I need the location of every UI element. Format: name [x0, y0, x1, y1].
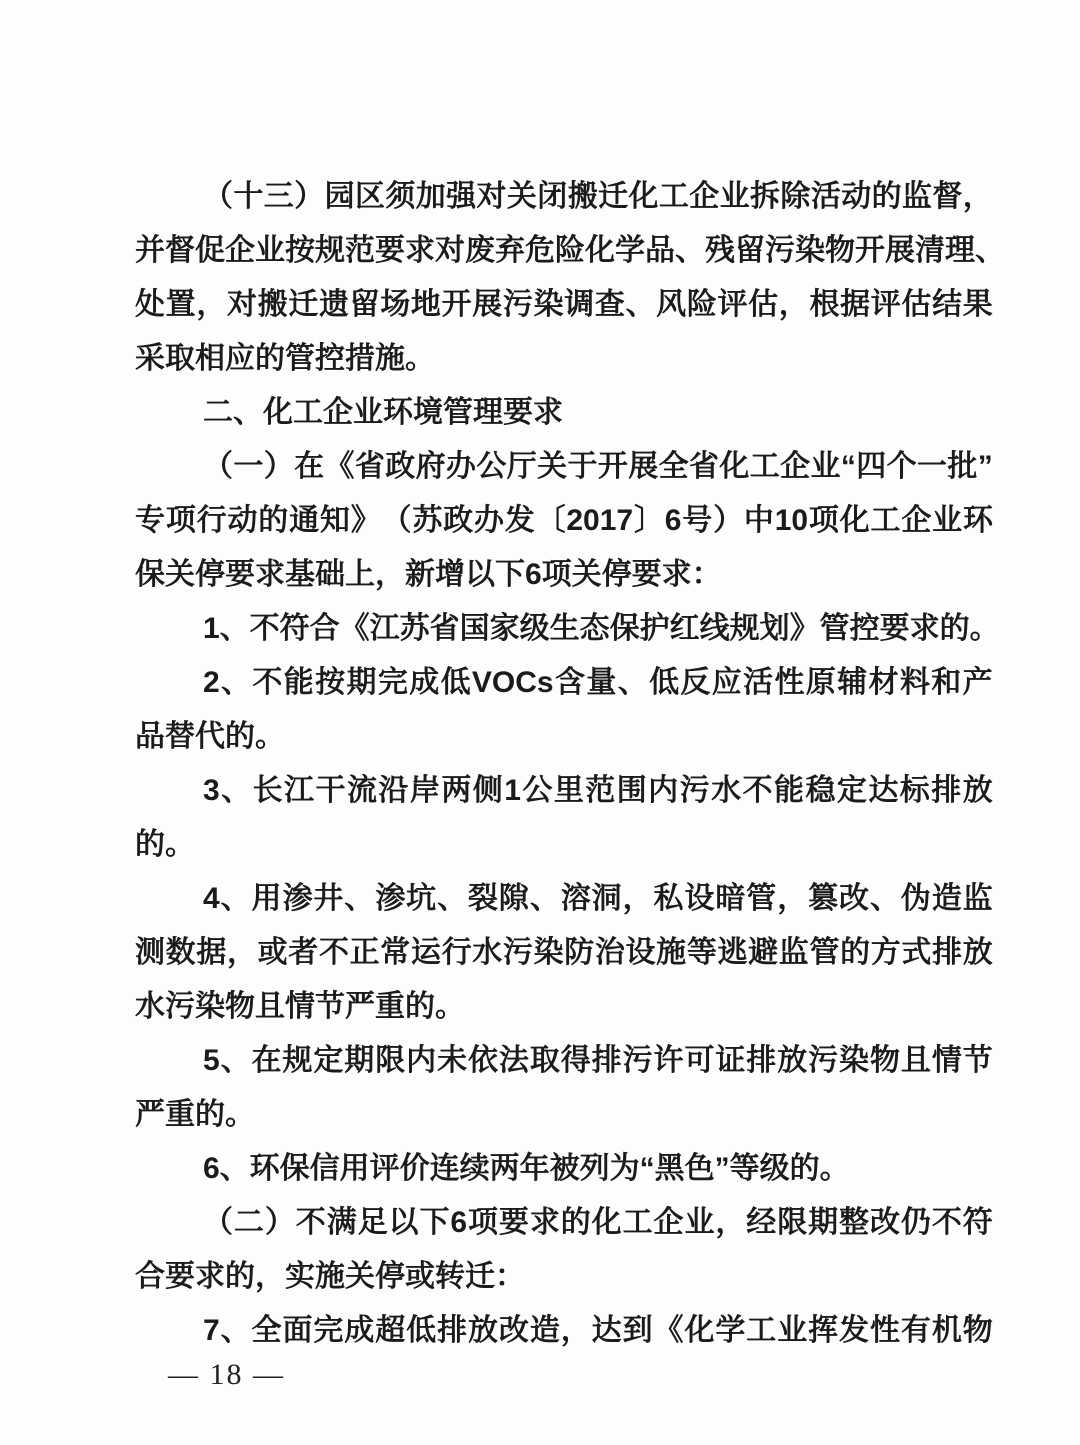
text-line: 4 、 用 渗 井 、 渗 坑 、 裂 隙 、 溶 洞 ， 私 设 暗 管 ， 篡 改 、 伪 造 监 [203, 882, 993, 915]
text-line: 严重的。 [135, 1098, 255, 1131]
text-line: 3 、 长 江 干 流 沿 岸 两 侧 1 公 里 范 围 内 污 水 不 能 稳 定 达 标 排 放 [203, 774, 993, 807]
text-line: （ 十 三 ） 园 区 须 加 强 对 关 闭 搬 迁 化 工 企 业 拆 除 活 动 的 监 督 ， [203, 180, 993, 213]
text-line: （ 一 ） 在 《 省 政 府 办 公 厅 关 于 开 展 全 省 化 工 企 业 “ 四 个 一 批 ” [203, 450, 993, 483]
text-line: 并 督 促 企 业 按 规 范 要 求 对 废 弃 危 险 化 学 品 、 残 留 污 染 物 开 展 清 理 、 [135, 234, 1005, 267]
text-line: 二、化工企业环境管理要求 [203, 396, 563, 429]
text-line: （ 二 ） 不 满 足 以 下 6 项 要 求 的 化 工 企 业 ， 经 限 期 整 改 仍 不 符 [203, 1206, 993, 1239]
text-line: 保关停要求基础上，新增以下6项关停要求： [135, 558, 722, 591]
text-line: 合要求的，实施关停或转迁： [135, 1260, 525, 1293]
text-line: 2 、 不 能 按 期 完 成 低 VOCs 含 量 、 低 反 应 活 性 原 辅 材 料 和 产 [203, 666, 993, 699]
text-line: 5 、 在 规 定 期 限 内 未 依 法 取 得 排 污 许 可 证 排 放 污 染 物 且 情 节 [203, 1044, 993, 1077]
text-line: 测 数 据 ， 或 者 不 正 常 运 行 水 污 染 防 治 设 施 等 逃 避 监 管 的 方 式 排 放 [135, 936, 993, 969]
text-line: 采取相应的管控措施。 [135, 342, 435, 375]
text-line: 1、不符合《江苏省国家级生态保护红线规划》管控要求的。 [203, 612, 1000, 645]
page-number: — 18 — [168, 1358, 285, 1391]
text-line: 品替代的。 [135, 720, 285, 753]
document-body [135, 170, 1005, 1358]
text-line: 6、环保信用评价连续两年被列为“黑色”等级的。 [203, 1152, 850, 1185]
text-line: 7 、 全 面 完 成 超 低 排 放 改 造 ， 达 到 《 化 学 工 业 挥 发 性 有 机 物 [203, 1314, 993, 1347]
text-line: 水污染物且情节严重的。 [135, 990, 465, 1023]
text-line: 的。 [135, 828, 195, 861]
text-line: 处 置 ， 对 搬 迁 遗 留 场 地 开 展 污 染 调 查 、 风 险 评 估 ， 根 据 评 估 结 果 [135, 288, 993, 321]
text-line: 专 项 行 动 的 通 知 》 （ 苏 政 办 发 〔 2017 〕 6 号 ） 中 10 项 化 工 企 业 环 [135, 504, 993, 537]
